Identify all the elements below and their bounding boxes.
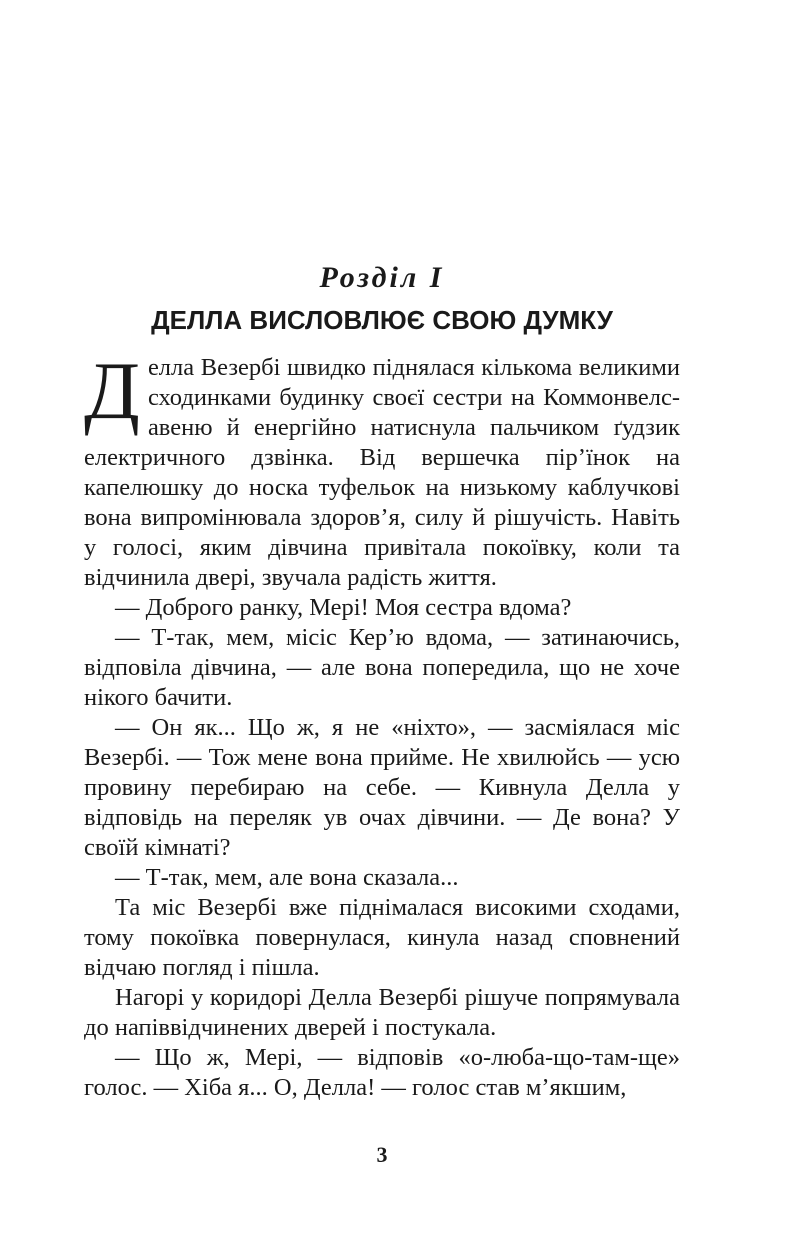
paragraph-4: — Он як... Що ж, я не «ніхто», — засміялася міс Везербі. — Тож мене вона прийме. Не хвилюйсь — усю провину перебираю на себе. — Кивнула Делла у відповідь на переляк ув очах дівчини. — Де вона? У своїй кімнаті? [84,714,680,861]
chapter-body [84,345,680,1103]
paragraph-1 [84,345,680,593]
page-number: 3 [376,1142,388,1167]
paragraph-5: — Т-так, мем, але вона сказала... [115,864,459,891]
book-page [84,0,680,1241]
paragraph-7: Нагорі у коридорі Делла Везербі рішуче попрямувала до напіввідчинених дверей і постукала. [84,984,680,1041]
paragraph-8: — Що ж, Мері, — відповів «о-люба-що-там-ще» голос. — Хіба я... О, Делла! — голос став м’якшим, [84,1044,680,1101]
paragraph-3: — Т-так, мем, місіс Кер’ю вдома, — затинаючись, відповіла дівчина, — але вона попередила, що не хоче нікого бачити. [84,624,680,711]
paragraph-text: елла Везербі швидко піднялася кількома великими сходинками будинку своєї сестри на Коммонвелс-авеню й енергійно натиснула пальчиком ґудзик електричного дзвінка. Від вершечка пір’їнок на капелюшку до носка туфельок на низькому каблучкові вона випромінювала здоров’я, силу й рішучість. Навіть у голосі, яким дівчина привітала покоївку, коли та відчинила двері, звучала радість життя. [84,354,680,591]
paragraph-2: — Доброго ранку, Мері! Моя сестра вдома? [115,594,572,621]
drop-cap: Д [84,345,140,436]
paragraph-6: Та міс Везербі вже піднімалася високими сходами, тому покоївка повернулася, кинула назад сповнений відчаю погляд і пішла. [84,894,680,981]
chapter-title: ДЕЛЛА ВИСЛОВЛЮЄ СВОЮ ДУМКУ [151,305,613,335]
chapter-label: Розділ I [319,261,445,294]
